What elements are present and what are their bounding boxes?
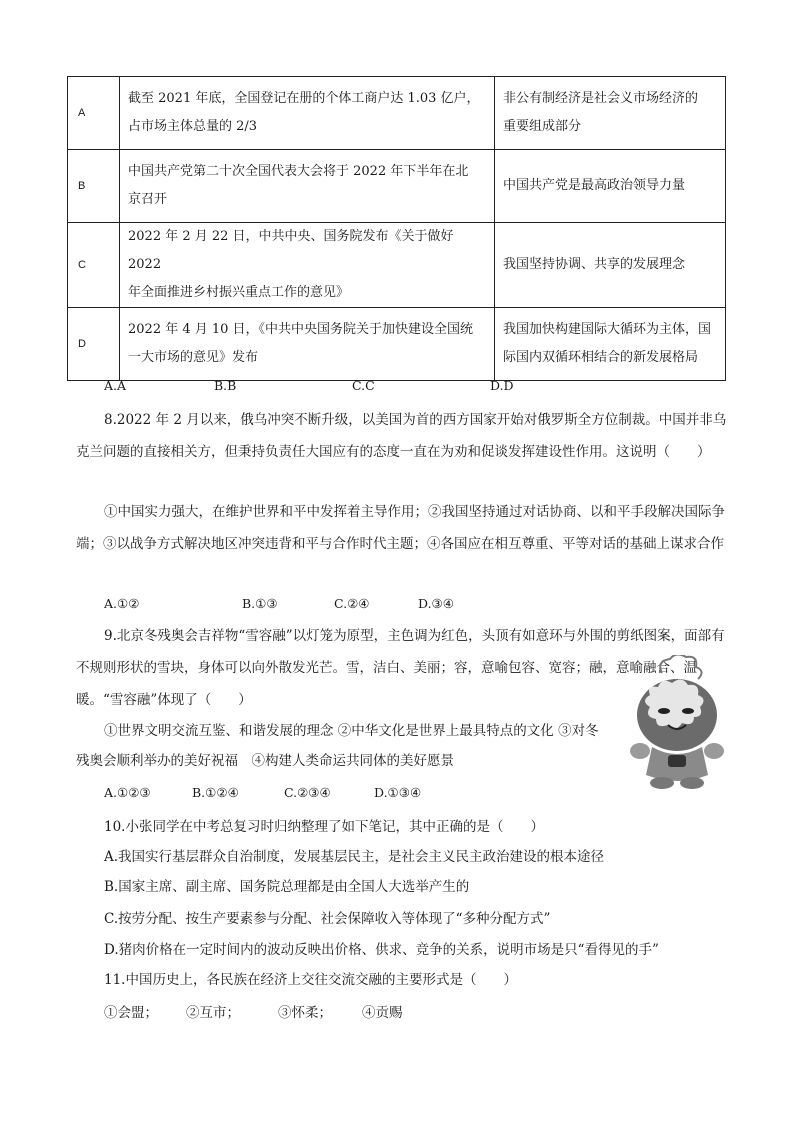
q8-statements: ①中国实力强大，在维护世界和平中发挥着主导作用；②我国坚持通过对话协商、以和平手段解决国际争端；③以战争方式解决地区冲突违背和平与合作时代主题；④各国应在相互尊重、平等对话的基础上谋求合作 bbox=[76, 504, 725, 552]
conclusion-cell bbox=[495, 77, 726, 150]
q7-options-table bbox=[67, 76, 726, 381]
option-c[interactable]: C.C bbox=[352, 378, 375, 393]
row-label: D bbox=[68, 308, 120, 381]
conclusion-line: 非公有制经济是社会义市场经济的 bbox=[503, 91, 699, 106]
event-line: 年全面推进乡村振兴重点工作的意见》 bbox=[128, 285, 350, 300]
table-row bbox=[68, 150, 726, 223]
option-b[interactable]: B.①③ bbox=[242, 596, 278, 611]
row-label: B bbox=[68, 150, 120, 223]
conclusion-line: 际国内双循环相结合的新发展格局 bbox=[503, 350, 699, 365]
table-row bbox=[68, 308, 726, 381]
event-line: 一大市场的意见》发布 bbox=[128, 350, 259, 365]
q9-options bbox=[104, 785, 421, 800]
event-line: 2022 年 4 月 10 日，《中共中央国务院关于加快建设全国统 bbox=[128, 322, 474, 337]
q11-statements bbox=[104, 1001, 403, 1021]
conclusion-line: 重要组成部分 bbox=[503, 119, 582, 134]
event-line: 中国共产党第二十次全国代表大会将于 2022 年下半年在北 bbox=[128, 164, 469, 179]
event-cell bbox=[120, 308, 495, 381]
q11-stem: 11.中国历史上，各民族在经济上交往交流交融的主要形式是（ ） bbox=[104, 972, 517, 988]
event-line: 截至 2021 年底，全国登记在册的个体工商户达 1.03 亿户， bbox=[128, 91, 480, 106]
shuey-rhon-rhon-mascot-icon bbox=[622, 655, 732, 795]
option-b[interactable]: B.①②④ bbox=[192, 785, 239, 800]
option-a[interactable]: A.①② bbox=[104, 596, 140, 611]
table-row bbox=[68, 223, 726, 308]
q9-stem: 9.北京冬残奥会吉祥物“雪容融”以灯笼为原型，主色调为红色，头顶有如意环与外围的剪纸图案，面部有不规则形状的雪块，身体可以向外散发光芒。雪，洁白、美丽；容，意喻包容、宽容；融，意喻融合、温暖。“雪容融”体现了（ ） bbox=[76, 628, 725, 708]
conclusion-line: 中国共产党是最高政治领导力量 bbox=[503, 178, 686, 193]
conclusion-line: 我国加快构建国际大循环为主体，国 bbox=[503, 322, 712, 337]
q10-choice-b[interactable]: B.国家主席、副主席、国务院总理都是由全国人大选举产生的 bbox=[104, 879, 470, 895]
q10-choice-c[interactable]: C.按劳分配、按生产要素参与分配、社会保障收入等体现了“多种分配方式” bbox=[104, 911, 551, 927]
q10-choice-d[interactable]: D.猪肉价格在一定时间内的波动反映出价格、供求、竞争的关系，说明市场是只“看得见的手” bbox=[104, 942, 659, 958]
option-c[interactable]: C.②③④ bbox=[284, 785, 331, 800]
option-c[interactable]: C.②④ bbox=[334, 596, 370, 611]
conclusion-cell bbox=[495, 308, 726, 381]
statement-2: ②互市； bbox=[186, 1005, 240, 1021]
option-d[interactable]: D.D bbox=[490, 378, 514, 393]
q9-statements-line2: 残奥会顺利举办的美好祝福 ④构建人类命运共同体的美好愿景 bbox=[76, 753, 454, 769]
table-row bbox=[68, 77, 726, 150]
statement-1: ①会盟； bbox=[104, 1005, 158, 1021]
event-cell bbox=[120, 150, 495, 223]
conclusion-line: 我国坚持协调、共享的发展理念 bbox=[503, 257, 686, 272]
option-d[interactable]: D.③④ bbox=[418, 596, 454, 611]
event-line: 京召开 bbox=[128, 192, 168, 207]
event-cell bbox=[120, 223, 495, 308]
q10-stem: 10.小张同学在中考总复习时归纳整理了如下笔记，其中正确的是（ ） bbox=[104, 819, 544, 835]
row-label: A bbox=[68, 77, 120, 150]
event-cell bbox=[120, 77, 495, 150]
row-label: C bbox=[68, 223, 120, 308]
conclusion-cell bbox=[495, 223, 726, 308]
q9-statements-line1: ①世界文明交流互鉴、和谐发展的理念 ②中华文化是世界上最具特点的文化 ③对冬 bbox=[104, 723, 599, 739]
event-line: 2022 年 2 月 22 日，中共中央、国务院发布《关于做好 2022 bbox=[128, 229, 454, 272]
q8-stem: 8.2022 年 2 月以来，俄乌冲突不断升级，以美国为首的西方国家开始对俄罗斯全方位制裁。中国并非乌克兰问题的直接相关方，但秉持负责任大国应有的态度一直在为劝和促谈发挥建设性作用。这说明（ ） bbox=[76, 412, 727, 460]
option-a[interactable]: A.A bbox=[104, 378, 127, 393]
option-a[interactable]: A.①②③ bbox=[104, 785, 151, 800]
statement-4: ④贡赐 bbox=[362, 1005, 403, 1021]
event-line: 占市场主体总量的 2/3 bbox=[128, 119, 258, 134]
option-b[interactable]: B.B bbox=[214, 378, 237, 393]
statement-3: ③怀柔； bbox=[278, 1005, 332, 1021]
option-d[interactable]: D.①③④ bbox=[374, 785, 422, 800]
q10-choice-a[interactable]: A.我国实行基层群众自治制度，发展基层民主，是社会主义民主政治建设的根本途径 bbox=[104, 849, 605, 865]
q7-options bbox=[104, 378, 514, 393]
conclusion-cell bbox=[495, 150, 726, 223]
q8-options bbox=[104, 596, 454, 611]
